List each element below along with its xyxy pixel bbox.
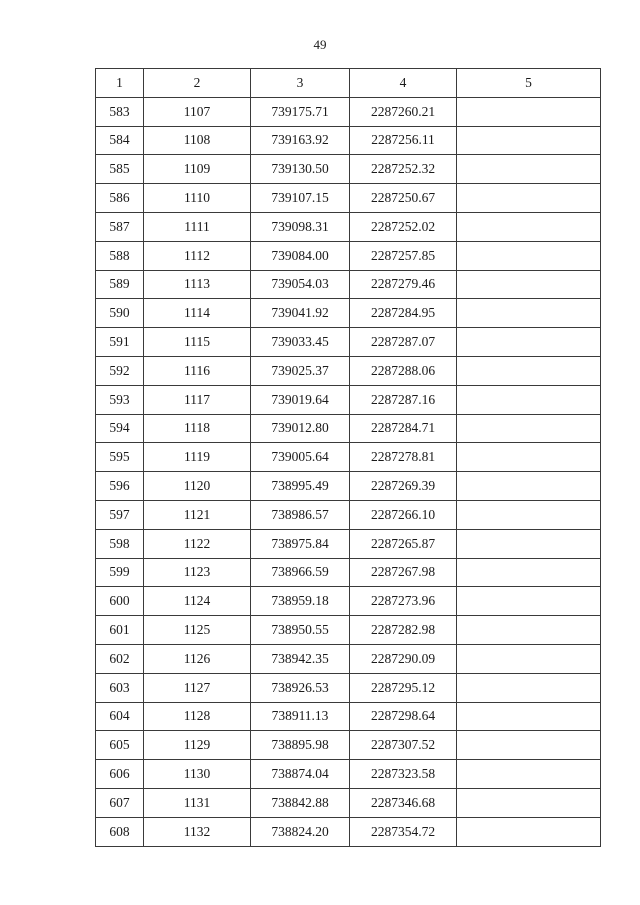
point-number-cell: 586 [96,184,144,213]
point-number-cell: 602 [96,644,144,673]
point-number-cell: 588 [96,241,144,270]
point-number-cell: 606 [96,760,144,789]
point-number-cell: 584 [96,126,144,155]
table-row [96,414,601,443]
note-cell [457,356,601,385]
y-coordinate-cell: 2287287.07 [350,328,457,357]
note-cell [457,587,601,616]
y-coordinate-cell: 2287266.10 [350,500,457,529]
note-cell [457,126,601,155]
point-number-cell: 607 [96,788,144,817]
point-number-cell: 603 [96,673,144,702]
table-row [96,558,601,587]
note-cell [457,155,601,184]
table-row [96,644,601,673]
point-number-cell: 585 [96,155,144,184]
point-number-cell: 599 [96,558,144,587]
vertex-id-cell: 1117 [144,385,251,414]
note-cell [457,385,601,414]
note-cell [457,443,601,472]
vertex-id-cell: 1107 [144,97,251,126]
point-number-cell: 605 [96,731,144,760]
note-cell [457,212,601,241]
point-number-cell: 598 [96,529,144,558]
column-header-4: 4 [350,69,457,98]
x-coordinate-cell: 738911.13 [251,702,350,731]
x-coordinate-cell: 739130.50 [251,155,350,184]
y-coordinate-cell: 2287256.11 [350,126,457,155]
x-coordinate-cell: 739107.15 [251,184,350,213]
vertex-id-cell: 1110 [144,184,251,213]
note-cell [457,616,601,645]
y-coordinate-cell: 2287288.06 [350,356,457,385]
x-coordinate-cell: 738995.49 [251,472,350,501]
table-row [96,299,601,328]
note-cell [457,184,601,213]
note-cell [457,673,601,702]
point-number-cell: 591 [96,328,144,357]
x-coordinate-cell: 739041.92 [251,299,350,328]
table-body [96,97,601,846]
note-cell [457,817,601,846]
y-coordinate-cell: 2287290.09 [350,644,457,673]
x-coordinate-cell: 739005.64 [251,443,350,472]
point-number-cell: 590 [96,299,144,328]
y-coordinate-cell: 2287252.32 [350,155,457,184]
vertex-id-cell: 1128 [144,702,251,731]
table-row [96,587,601,616]
table-row [96,126,601,155]
vertex-id-cell: 1113 [144,270,251,299]
x-coordinate-cell: 739019.64 [251,385,350,414]
table-row [96,241,601,270]
page-number: 49 [313,37,327,52]
y-coordinate-cell: 2287260.21 [350,97,457,126]
note-cell [457,299,601,328]
vertex-id-cell: 1111 [144,212,251,241]
y-coordinate-cell: 2287257.85 [350,241,457,270]
vertex-id-cell: 1116 [144,356,251,385]
y-coordinate-cell: 2287354.72 [350,817,457,846]
coordinates-table [95,68,601,847]
vertex-id-cell: 1115 [144,328,251,357]
table-row [96,270,601,299]
column-header-1: 1 [96,69,144,98]
point-number-cell: 593 [96,385,144,414]
column-header-5: 5 [457,69,601,98]
x-coordinate-cell: 739098.31 [251,212,350,241]
table-row [96,184,601,213]
point-number-cell: 594 [96,414,144,443]
table-row [96,385,601,414]
vertex-id-cell: 1114 [144,299,251,328]
table-row [96,212,601,241]
table-row [96,97,601,126]
y-coordinate-cell: 2287287.16 [350,385,457,414]
table-row [96,760,601,789]
y-coordinate-cell: 2287284.95 [350,299,457,328]
table-row [96,356,601,385]
point-number-cell: 595 [96,443,144,472]
y-coordinate-cell: 2287323.58 [350,760,457,789]
y-coordinate-cell: 2287273.96 [350,587,457,616]
x-coordinate-cell: 738959.18 [251,587,350,616]
y-coordinate-cell: 2287282.98 [350,616,457,645]
point-number-cell: 589 [96,270,144,299]
vertex-id-cell: 1119 [144,443,251,472]
y-coordinate-cell: 2287267.98 [350,558,457,587]
x-coordinate-cell: 738975.84 [251,529,350,558]
point-number-cell: 604 [96,702,144,731]
table-row [96,155,601,184]
table-row [96,817,601,846]
x-coordinate-cell: 738824.20 [251,817,350,846]
note-cell [457,270,601,299]
table-row [96,788,601,817]
x-coordinate-cell: 739084.00 [251,241,350,270]
note-cell [457,472,601,501]
vertex-id-cell: 1130 [144,760,251,789]
vertex-id-cell: 1120 [144,472,251,501]
y-coordinate-cell: 2287295.12 [350,673,457,702]
y-coordinate-cell: 2287284.71 [350,414,457,443]
vertex-id-cell: 1132 [144,817,251,846]
note-cell [457,500,601,529]
vertex-id-cell: 1127 [144,673,251,702]
note-cell [457,328,601,357]
note-cell [457,731,601,760]
y-coordinate-cell: 2287307.52 [350,731,457,760]
x-coordinate-cell: 738895.98 [251,731,350,760]
note-cell [457,760,601,789]
note-cell [457,414,601,443]
vertex-id-cell: 1108 [144,126,251,155]
note-cell [457,97,601,126]
x-coordinate-cell: 738842.88 [251,788,350,817]
vertex-id-cell: 1109 [144,155,251,184]
table-row [96,731,601,760]
note-cell [457,241,601,270]
x-coordinate-cell: 739054.03 [251,270,350,299]
vertex-id-cell: 1123 [144,558,251,587]
table-row [96,529,601,558]
y-coordinate-cell: 2287252.02 [350,212,457,241]
table-row [96,616,601,645]
point-number-cell: 592 [96,356,144,385]
y-coordinate-cell: 2287279.46 [350,270,457,299]
vertex-id-cell: 1124 [144,587,251,616]
point-number-cell: 587 [96,212,144,241]
table-row [96,702,601,731]
table-row [96,500,601,529]
column-header-3: 3 [251,69,350,98]
x-coordinate-cell: 739025.37 [251,356,350,385]
point-number-cell: 601 [96,616,144,645]
vertex-id-cell: 1121 [144,500,251,529]
x-coordinate-cell: 739033.45 [251,328,350,357]
vertex-id-cell: 1126 [144,644,251,673]
y-coordinate-cell: 2287265.87 [350,529,457,558]
y-coordinate-cell: 2287269.39 [350,472,457,501]
point-number-cell: 596 [96,472,144,501]
table-header-row [96,69,601,98]
x-coordinate-cell: 738942.35 [251,644,350,673]
point-number-cell: 597 [96,500,144,529]
column-header-2: 2 [144,69,251,98]
vertex-id-cell: 1122 [144,529,251,558]
table-row [96,443,601,472]
x-coordinate-cell: 738986.57 [251,500,350,529]
point-number-cell: 583 [96,97,144,126]
x-coordinate-cell: 738966.59 [251,558,350,587]
vertex-id-cell: 1131 [144,788,251,817]
vertex-id-cell: 1118 [144,414,251,443]
note-cell [457,644,601,673]
x-coordinate-cell: 739012.80 [251,414,350,443]
point-number-cell: 600 [96,587,144,616]
table-row [96,673,601,702]
vertex-id-cell: 1112 [144,241,251,270]
y-coordinate-cell: 2287298.64 [350,702,457,731]
y-coordinate-cell: 2287346.68 [350,788,457,817]
vertex-id-cell: 1125 [144,616,251,645]
note-cell [457,702,601,731]
note-cell [457,788,601,817]
x-coordinate-cell: 739175.71 [251,97,350,126]
x-coordinate-cell: 738874.04 [251,760,350,789]
x-coordinate-cell: 738950.55 [251,616,350,645]
vertex-id-cell: 1129 [144,731,251,760]
point-number-cell: 608 [96,817,144,846]
table-row [96,472,601,501]
table-row [96,328,601,357]
x-coordinate-cell: 738926.53 [251,673,350,702]
x-coordinate-cell: 739163.92 [251,126,350,155]
y-coordinate-cell: 2287278.81 [350,443,457,472]
y-coordinate-cell: 2287250.67 [350,184,457,213]
note-cell [457,529,601,558]
note-cell [457,558,601,587]
